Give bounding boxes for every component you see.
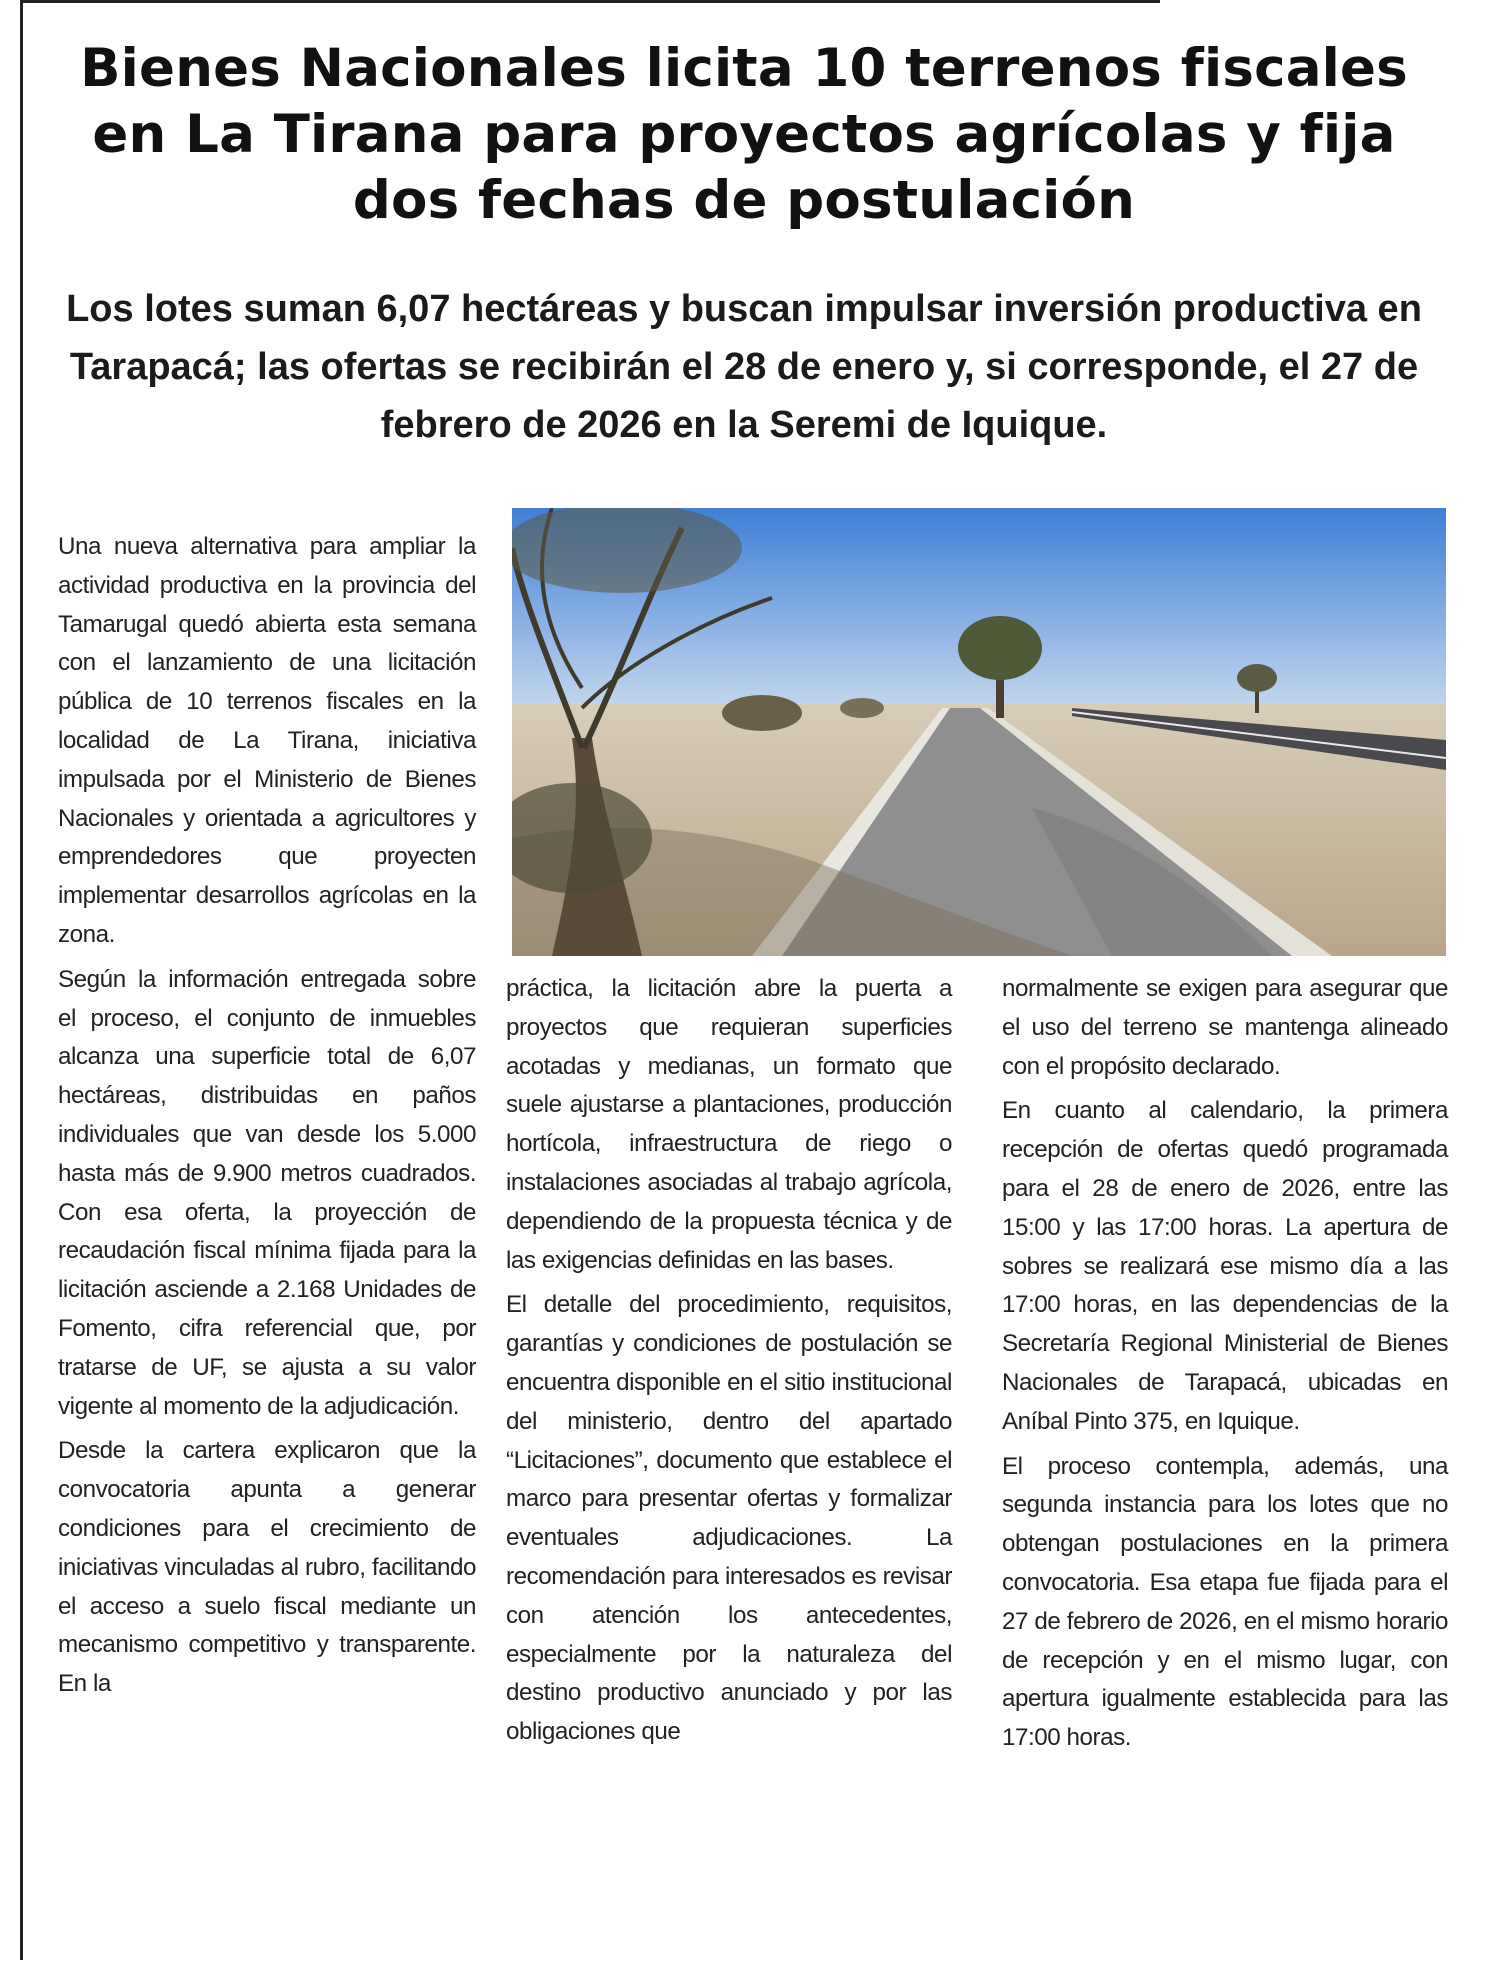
article-column-3	[1002, 970, 1448, 1764]
col3-paragraph-3: El proceso contempla, además, una segunda instancia para los lotes que no obtengan postulaciones en la primera convocatoria. Esa etapa fue fijada para el 27 de febrero de 2026, en el mismo horario de recepción y en el mismo lugar, con apertura igualmente establecida para las 17:00 horas.	[1002, 1452, 1448, 1752]
col3-paragraph-1: normalmente se exigen para asegurar que el uso del terreno se mantenga alineado con el propósito declarado.	[1002, 975, 1448, 1080]
col2-paragraph-1: práctica, la licitación abre la puerta a proyectos que requieran superficies acotadas y medianas, un formato que suele ajustarse a plantaciones, producción hortícola, infraestructura de riego o instalaciones asociadas al trabajo agrícola, dependiendo de la propuesta técnica y de las exigencias definidas en las bases.	[506, 975, 952, 1274]
col1-paragraph-2: Según la información entregada sobre el proceso, el conjunto de inmuebles alcanza una superficie total de 6,07 hectáreas, distribuidas en paños individuales que van desde los 5.000 hasta más de 9.900 metros cuadrados. Con esa oferta, la proyección de recaudación fiscal mínima fijada para la licitación asciende a 2.168 Unidades de Fomento, cifra referencial que, por tratarse de UF, se ajusta a su valor vigente al momento de la adjudicación.	[58, 965, 476, 1420]
col3-paragraph-2: En cuanto al calendario, la primera recepción de ofertas quedó programada para el 28 de enero de 2026, entre las 15:00 y las 17:00 horas. La apertura de sobres se realizará ese mismo día a las 17:00 horas, en las dependencias de la Secretaría Regional Ministerial de Bienes Nacionales de Tarapacá, ubicadas en Aníbal Pinto 375, en Iquique.	[1002, 1097, 1448, 1435]
left-rule	[20, 0, 23, 1960]
col1-paragraph-1: Una nueva alternativa para ampliar la actividad productiva en la provincia del Tamarugal quedó abierta esta semana con el lanzamiento de una licitación pública de 10 terrenos fiscales en la localidad de La Tirana, iniciativa impulsada por el Ministerio de Bienes Nacionales y orientada a agricultores y emprendedores que proyecten implementar desarrollos agrícolas en la zona.	[58, 533, 476, 948]
col1-paragraph-3: Desde la cartera explicaron que la convocatoria apunta a generar condiciones para el crecimiento de iniciativas vinculadas al rubro, facilitando el acceso a suelo fiscal mediante un mecanismo competitivo y transparente. En la	[58, 1437, 476, 1698]
article-column-2	[506, 970, 952, 1758]
article-photo	[512, 508, 1446, 956]
col2-paragraph-2: El detalle del procedimiento, requisitos, garantías y condiciones de postulación se encuentra disponible en el sitio institucional del ministerio, dentro del apartado “Licitaciones”, documento que establece el marco para presentar ofertas y formalizar eventuales adjudicaciones. La recomendación para interesados es revisar con atención los antecedentes, especialmente por la naturaleza del destino productivo anunciado y por las obligaciones que	[506, 1291, 952, 1746]
article-headline: Bienes Nacionales licita 10 terrenos fiscales en La Tirana para proyectos agrícolas y fija dos fechas de postulación	[80, 38, 1408, 231]
desert-road-photo	[512, 508, 1446, 956]
article-deck: Los lotes suman 6,07 hectáreas y buscan impulsar inversión productiva en Tarapacá; las ofertas se recibirán el 28 de enero y, si corresponde, el 27 de febrero de 2026 en la Seremi de Iquique.	[66, 288, 1422, 446]
article-column-1	[58, 528, 476, 1710]
top-rule	[20, 0, 1160, 3]
bush	[722, 695, 802, 731]
